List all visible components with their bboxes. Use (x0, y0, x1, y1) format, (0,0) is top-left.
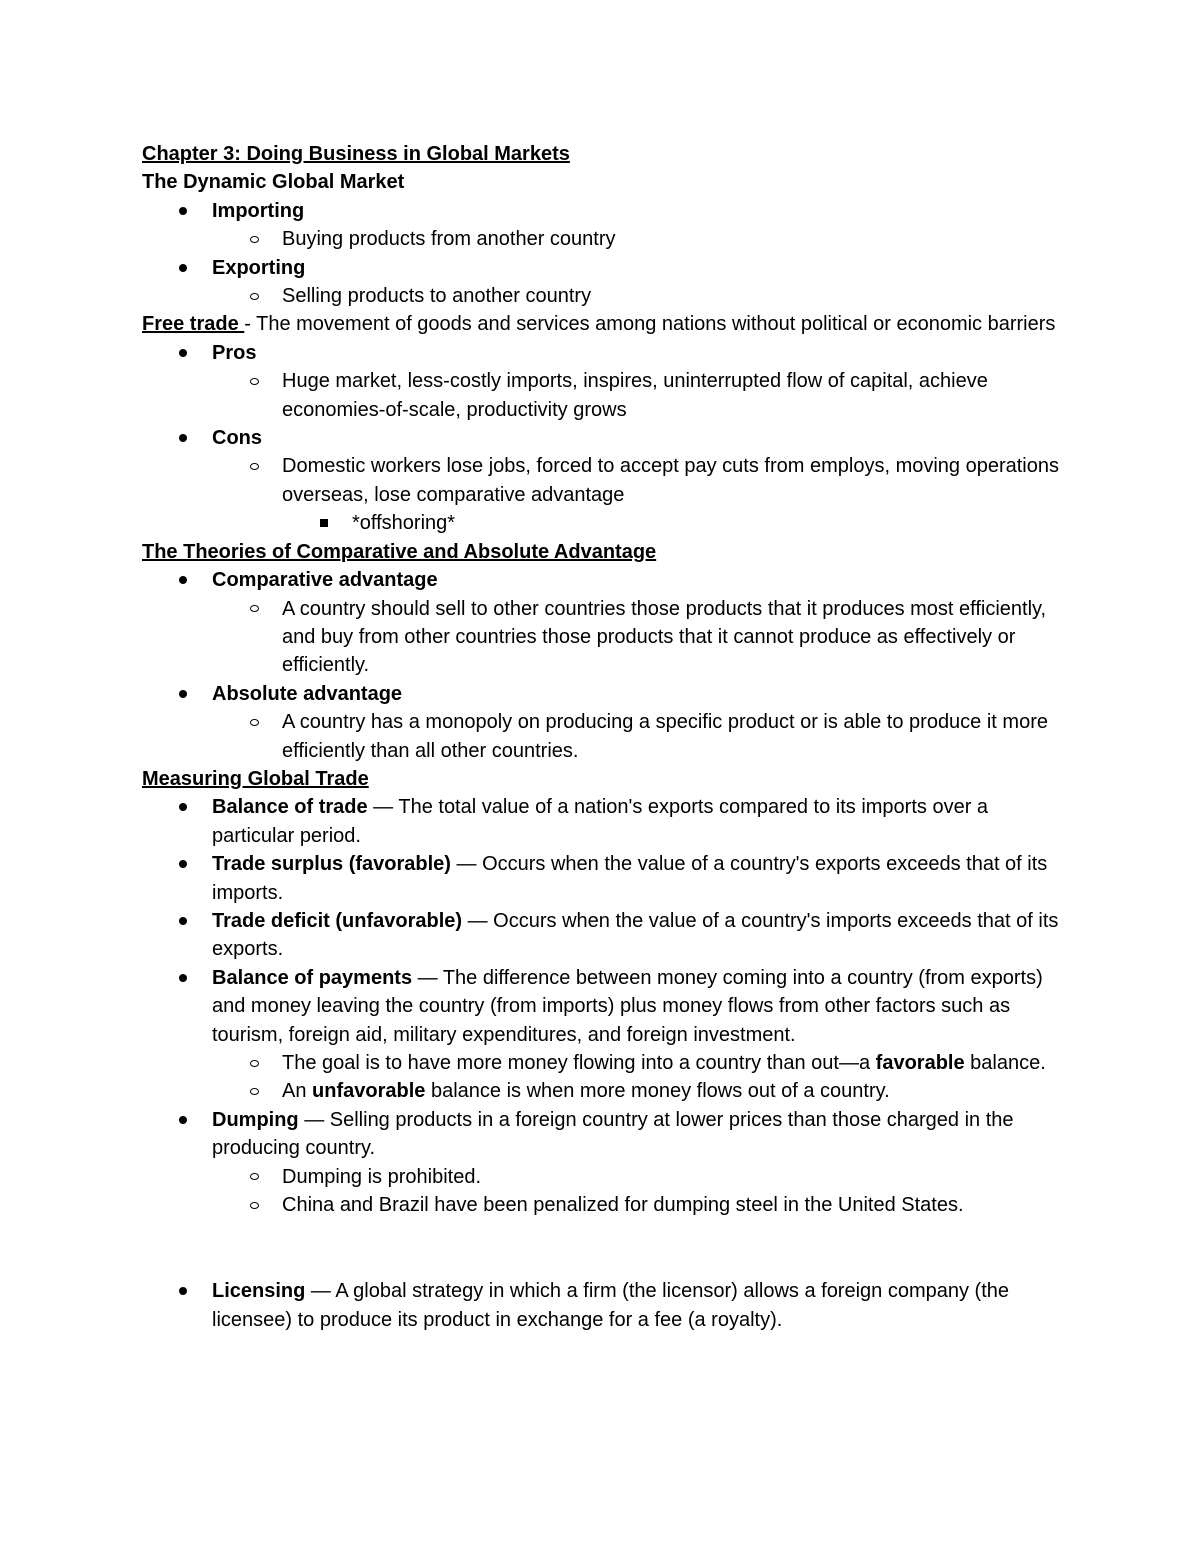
term-exporting: Exporting (212, 256, 306, 279)
term-importing: Importing (212, 199, 305, 222)
definition-absolute-advantage: A country has a monopoly on producing a specific product or is able to produce it more efficiently than all other countries. (282, 711, 1048, 762)
hollow-bullet-icon (247, 225, 261, 253)
term-free-trade: Free trade (142, 313, 245, 336)
list-item (142, 225, 1072, 253)
goal-text-bold: favorable (875, 1052, 965, 1074)
list-item (142, 452, 1072, 509)
dumping-sub-1: Dumping is prohibited. (282, 1165, 481, 1188)
filled-bullet-icon (176, 850, 190, 878)
term-trade-deficit: Trade deficit (unfavorable) (212, 909, 463, 932)
definition-licensing: — A global strategy in which a firm (the licensor) allows a foreign company (the licensee) to produce its product in exchange for a fee (a royalty). (212, 1280, 1010, 1331)
term-absolute-advantage: Absolute advantage (212, 682, 403, 705)
note-offshoring: *offshoring* (352, 512, 456, 535)
term-balance-of-trade: Balance of trade (212, 796, 368, 819)
definition-comparative-advantage: A country should sell to other countries those products that it produces most efficiently, and buy from other countries those products that it cannot produce as effectively or efficiently. (282, 597, 1047, 677)
unfavorable-text-start: An (282, 1080, 313, 1103)
term-dumping: Dumping (212, 1108, 299, 1131)
document-page (142, 140, 1072, 1334)
goal-text-start: The goal is to have more money flowing into a country than out—a (282, 1052, 876, 1074)
section-heading-dynamic-global-market: The Dynamic Global Market (142, 171, 405, 194)
list-item (142, 1106, 1072, 1163)
free-trade-list (142, 339, 1072, 538)
list-item (142, 339, 1072, 367)
list-item (142, 595, 1072, 680)
list-item (142, 254, 1072, 282)
list-item (142, 708, 1072, 765)
definition-pros: Huge market, less-costly imports, inspires, uninterrupted flow of capital, achieve economies-of-scale, productivity grows (282, 370, 988, 421)
section-heading-theories: The Theories of Comparative and Absolute Advantage (142, 540, 657, 563)
list-item (142, 1077, 1072, 1105)
list-item (142, 1049, 1072, 1077)
definition-cons: Domestic workers lose jobs, forced to accept pay cuts from employs, moving operations overseas, lose comparative advantage (282, 455, 1059, 506)
hollow-bullet-icon (247, 452, 261, 480)
filled-bullet-icon (176, 197, 190, 225)
list-item (142, 680, 1072, 708)
filled-bullet-icon (176, 793, 190, 821)
filled-bullet-icon (176, 1106, 190, 1134)
filled-bullet-icon (176, 566, 190, 594)
filled-bullet-icon (176, 424, 190, 452)
square-bullet-icon (317, 509, 331, 537)
hollow-bullet-icon (247, 367, 261, 395)
definition-free-trade: - The movement of goods and services among nations without political or economic barriers (244, 313, 1056, 336)
goal-text-end: balance. (964, 1052, 1046, 1074)
term-balance-of-payments: Balance of payments (212, 966, 413, 989)
definition-balance-of-payments: — The difference between money coming into a country (from exports) and money leaving the country (from imports) plus money flows from other factors such as tourism, foreign aid, military expenditures, and foreign investment. (212, 966, 1043, 1046)
section-heading-measuring: Measuring Global Trade (142, 767, 369, 790)
hollow-bullet-icon (247, 1163, 261, 1191)
filled-bullet-icon (176, 964, 190, 992)
filled-bullet-icon (176, 1277, 190, 1305)
list-item (142, 793, 1072, 850)
filled-bullet-icon (176, 907, 190, 935)
definition-trade-surplus: — Occurs when the value of a country's exports exceeds that of its imports. (212, 853, 1048, 904)
list-item (142, 1163, 1072, 1191)
measuring-list (142, 793, 1072, 1219)
unfavorable-text-bold: unfavorable (312, 1080, 426, 1103)
list-item (142, 850, 1072, 907)
dumping-sub-2: China and Brazil have been penalized for dumping steel in the United States. (282, 1194, 964, 1217)
list-item (142, 1191, 1072, 1219)
list-item (142, 197, 1072, 225)
unfavorable-text-end: balance is when more money flows out of a country. (425, 1080, 890, 1103)
list-item (142, 282, 1072, 310)
hollow-bullet-icon (247, 1049, 261, 1077)
term-trade-surplus: Trade surplus (favorable) (212, 853, 451, 876)
list-item (142, 1277, 1072, 1334)
definition-dumping: — Selling products in a foreign country at lower prices than those charged in the producing country. (212, 1108, 1014, 1160)
filled-bullet-icon (176, 339, 190, 367)
hollow-bullet-icon (247, 1077, 261, 1105)
term-licensing: Licensing (212, 1280, 306, 1303)
hollow-bullet-icon (247, 708, 261, 736)
definition-importing: Buying products from another country (282, 228, 616, 251)
definition-trade-deficit: — Occurs when the value of a country's imports exceeds that of its exports. (212, 909, 1059, 961)
term-pros: Pros (212, 341, 257, 364)
list-item (142, 509, 1072, 537)
hollow-bullet-icon (247, 595, 261, 623)
free-trade-paragraph (142, 310, 1072, 338)
definition-balance-of-trade: — The total value of a nation's exports compared to its imports over a particular period. (212, 796, 989, 847)
filled-bullet-icon (176, 680, 190, 708)
definition-exporting: Selling products to another country (282, 285, 592, 308)
chapter-title: Chapter 3: Doing Business in Global Markets (142, 143, 570, 165)
list-item (142, 964, 1072, 1049)
filled-bullet-icon (176, 254, 190, 282)
importing-exporting-list (142, 197, 1072, 311)
list-item (142, 566, 1072, 594)
list-item (142, 367, 1072, 424)
hollow-bullet-icon (247, 282, 261, 310)
list-item (142, 424, 1072, 452)
theories-list (142, 566, 1072, 765)
hollow-bullet-icon (247, 1191, 261, 1219)
term-cons: Cons (212, 427, 262, 450)
blank-space (142, 1219, 1072, 1277)
list-item (142, 907, 1072, 964)
term-comparative-advantage: Comparative advantage (212, 569, 438, 592)
licensing-list (142, 1277, 1072, 1334)
